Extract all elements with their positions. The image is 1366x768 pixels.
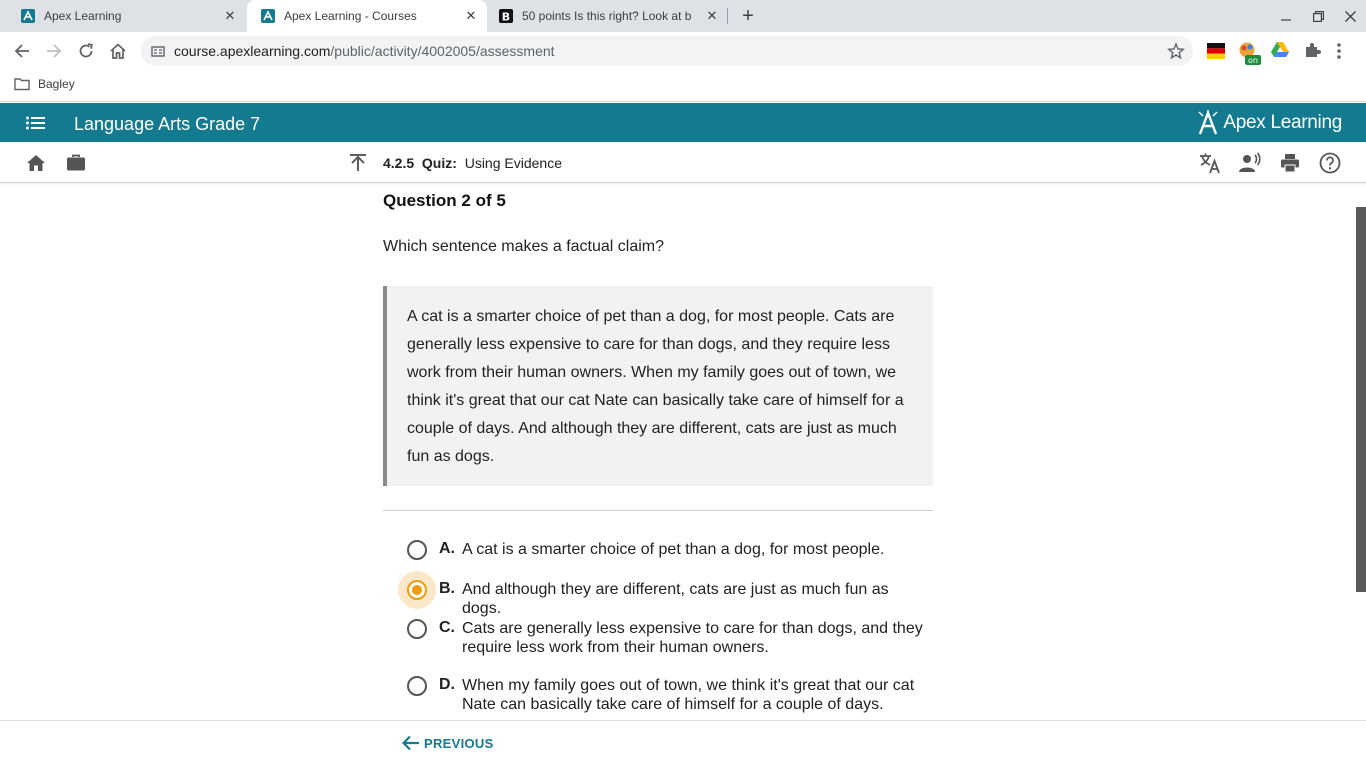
address-bar[interactable] bbox=[141, 36, 1193, 66]
print-icon[interactable] bbox=[1279, 152, 1301, 174]
briefcase-icon[interactable] bbox=[65, 152, 87, 174]
activity-title: Using Evidence bbox=[464, 155, 562, 171]
tab-title: Apex Learning bbox=[44, 9, 122, 23]
brainly-favicon-icon bbox=[498, 8, 514, 24]
extensions-puzzle-icon[interactable] bbox=[1303, 42, 1321, 60]
hamburger-menu-icon[interactable] bbox=[25, 113, 47, 133]
browser-tab-active[interactable] bbox=[247, 0, 487, 32]
apex-favicon-icon bbox=[20, 8, 36, 24]
svg-text:B: B bbox=[501, 10, 511, 24]
app-header bbox=[0, 103, 1366, 142]
activity-type: Quiz: bbox=[421, 155, 457, 171]
extension-badge: on bbox=[1248, 56, 1258, 65]
close-window-icon[interactable] bbox=[1334, 4, 1366, 28]
bookmark-label: Bagley bbox=[38, 77, 75, 91]
question-counter: Question 2 of 5 bbox=[383, 191, 506, 210]
browser-tab[interactable] bbox=[0, 0, 246, 32]
answer-choice-d[interactable] bbox=[398, 676, 958, 714]
browser-menu-icon[interactable] bbox=[1336, 42, 1346, 60]
activity-toolbar bbox=[0, 142, 1366, 183]
bookmark-folder[interactable] bbox=[14, 77, 75, 91]
browser-tab-strip bbox=[0, 0, 1366, 32]
bookmarks-bar bbox=[0, 70, 1366, 102]
help-icon[interactable] bbox=[1319, 152, 1341, 174]
close-tab-icon[interactable]: ✕ bbox=[706, 8, 718, 23]
quiz-footer bbox=[0, 720, 1366, 768]
choice-letter: C. bbox=[439, 619, 455, 636]
choice-text: A cat is a smarter choice of pet than a dog, for most people. bbox=[462, 541, 885, 558]
flag-extension-icon[interactable] bbox=[1207, 42, 1225, 60]
forward-icon[interactable] bbox=[40, 37, 68, 65]
browser-toolbar bbox=[0, 32, 1366, 70]
choice-letter: D. bbox=[439, 676, 455, 693]
minimize-icon[interactable] bbox=[1270, 4, 1302, 28]
apex-logo-icon bbox=[1197, 110, 1219, 136]
restore-icon[interactable] bbox=[1302, 4, 1334, 28]
url-text[interactable] bbox=[174, 43, 555, 59]
folder-icon bbox=[14, 77, 30, 91]
home-icon[interactable] bbox=[25, 152, 47, 174]
close-tab-icon[interactable]: ✕ bbox=[465, 8, 477, 23]
text-to-speech-icon[interactable] bbox=[1239, 152, 1261, 174]
brand-name: Apex Learning bbox=[1223, 112, 1342, 133]
choice-letter: B. bbox=[439, 580, 455, 597]
translate-icon[interactable] bbox=[1199, 152, 1221, 174]
reload-icon[interactable] bbox=[72, 37, 100, 65]
scrollbar-thumb[interactable] bbox=[1356, 207, 1366, 592]
close-tab-icon[interactable]: ✕ bbox=[224, 8, 236, 23]
previous-button[interactable] bbox=[402, 735, 494, 751]
up-level-icon[interactable] bbox=[347, 152, 369, 174]
home-icon[interactable] bbox=[104, 37, 132, 65]
answer-choice-b[interactable] bbox=[398, 580, 958, 618]
reading-passage: A cat is a smarter choice of pet than a dog, for most people. Cats are generally less expensive to care for than dogs, and they require less work from their human owners. When my family goes out of town, we think it's great that our cat Nate can basically take care of himself for a couple of days. And although they are different, cats are just as much fun as dogs. bbox=[383, 286, 933, 486]
choice-letter: A. bbox=[439, 540, 455, 557]
choice-text: Cats are generally less expensive to care for than dogs, and they require less work from their human owners. bbox=[462, 620, 923, 656]
answer-choice-a[interactable] bbox=[398, 540, 958, 569]
course-title: Language Arts Grade 7 bbox=[74, 114, 261, 134]
radio-button-selected[interactable] bbox=[398, 571, 436, 609]
google-drive-icon[interactable] bbox=[1271, 42, 1289, 60]
color-extension-icon[interactable] bbox=[1239, 42, 1258, 65]
tab-title: 50 points Is this right? Look at b bbox=[522, 9, 692, 23]
tab-separator bbox=[727, 8, 728, 24]
apex-logo bbox=[1197, 110, 1342, 136]
radio-button[interactable] bbox=[398, 610, 436, 648]
apex-favicon-icon bbox=[260, 8, 276, 24]
site-info-icon[interactable] bbox=[151, 44, 165, 63]
choice-text: And although they are different, cats are just as much fun as dogs. bbox=[462, 581, 889, 617]
previous-label: PREVIOUS bbox=[424, 735, 494, 751]
divider bbox=[383, 510, 933, 511]
answer-choice-c[interactable] bbox=[398, 619, 958, 657]
browser-tab[interactable] bbox=[488, 0, 728, 32]
radio-button[interactable] bbox=[398, 531, 436, 569]
bookmark-star-icon[interactable] bbox=[1167, 42, 1185, 65]
radio-button[interactable] bbox=[398, 667, 436, 705]
activity-breadcrumb bbox=[383, 155, 562, 171]
activity-number: 4.2.5 bbox=[383, 155, 415, 171]
url-path: /public/activity/4002005/assessment bbox=[330, 43, 555, 59]
tab-title: Apex Learning - Courses bbox=[284, 9, 417, 23]
choice-text: When my family goes out of town, we think it's great that our cat Nate can basically take care of himself for a couple of days. bbox=[462, 677, 915, 713]
new-tab-icon[interactable]: + bbox=[742, 4, 754, 27]
back-icon[interactable] bbox=[8, 37, 36, 65]
question-prompt: Which sentence makes a factual claim? bbox=[383, 238, 665, 255]
arrow-left-icon bbox=[402, 735, 420, 751]
url-host: course.apexlearning.com bbox=[174, 43, 331, 59]
